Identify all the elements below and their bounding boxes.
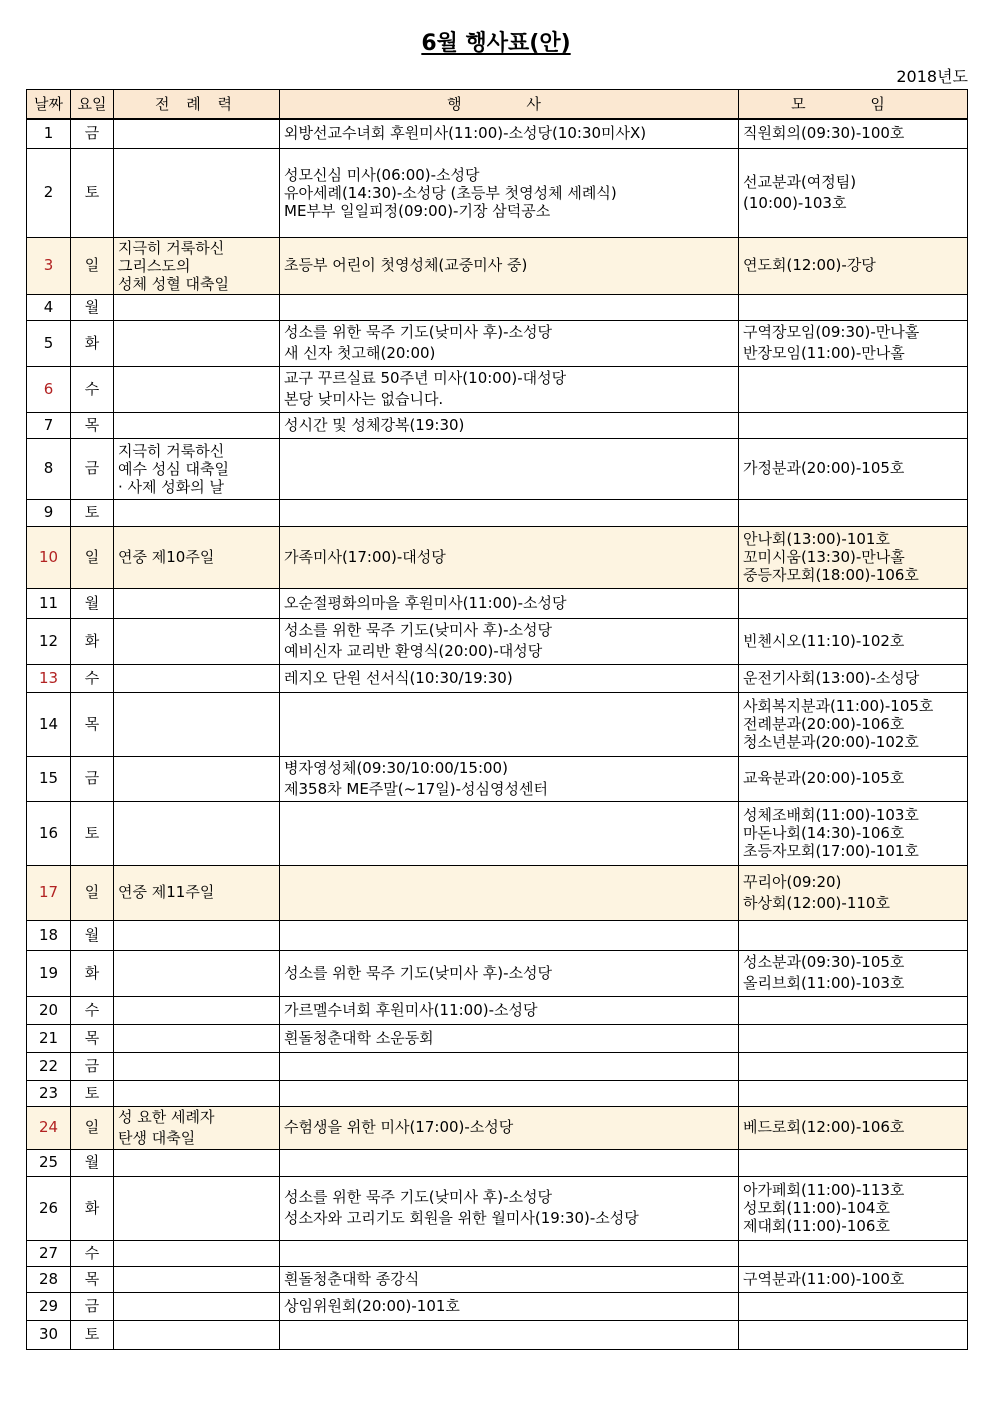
table-row (27, 1240, 968, 1266)
cell-meetings-line: 빈첸시오(11:10)-102호 (743, 631, 905, 650)
cell-meetings (739, 119, 968, 148)
cell-events-line: 성소자와 고리기도 회원을 위한 월미사(19:30)-소성당 (284, 1209, 639, 1227)
cell-meetings (739, 438, 968, 499)
cell-day: 토 (71, 801, 114, 865)
cell-meetings (739, 1266, 968, 1292)
cell-meetings (739, 618, 968, 664)
cell-events-line: 가족미사(17:00)-대성당 (284, 547, 446, 566)
cell-day: 금 (71, 1292, 114, 1320)
cell-date: 10 (27, 526, 71, 588)
cell-liturgy (114, 1266, 280, 1292)
cell-events-line: 예비신자 교리반 환영식(20:00)-대성당 (284, 642, 543, 660)
cell-day: 토 (71, 499, 114, 526)
cell-meetings (739, 1052, 968, 1080)
cell-day: 금 (71, 438, 114, 499)
cell-meetings-line: 성소분과(09:30)-105호 (743, 953, 905, 971)
cell-meetings-line: 가정분과(20:00)-105호 (743, 459, 905, 477)
table-row (27, 1149, 968, 1176)
cell-liturgy (114, 499, 280, 526)
cell-meetings (739, 664, 968, 692)
cell-date: 5 (27, 320, 71, 366)
table-row (27, 1052, 968, 1080)
cell-day: 목 (71, 692, 114, 756)
cell-liturgy (114, 618, 280, 664)
cell-events (280, 756, 739, 801)
cell-liturgy (114, 294, 280, 320)
cell-events-line: 흰돌청춘대학 소운동회 (284, 1028, 434, 1047)
cell-events-line: 흰돌청춘대학 종강식 (284, 1269, 420, 1288)
table-row (27, 1106, 968, 1149)
cell-meetings (739, 920, 968, 950)
cell-meetings-line: 제대회(11:00)-106호 (743, 1217, 890, 1235)
cell-meetings (739, 526, 968, 588)
cell-day: 화 (71, 320, 114, 366)
cell-date: 4 (27, 294, 71, 320)
cell-meetings-line: 교육분과(20:00)-105호 (743, 769, 905, 787)
cell-liturgy (114, 1052, 280, 1080)
cell-events-line: ME부부 일일피정(09:00)-기장 삼덕공소 (284, 201, 551, 220)
cell-events (280, 119, 739, 148)
cell-meetings-line: 선교분과(여정팀) (743, 172, 857, 191)
cell-meetings (739, 756, 968, 801)
cell-liturgy (114, 366, 280, 412)
table-row (27, 320, 968, 366)
cell-meetings (739, 1292, 968, 1320)
cell-date: 18 (27, 920, 71, 950)
cell-date: 28 (27, 1266, 71, 1292)
cell-date: 17 (27, 865, 71, 920)
year-label: 2018년도 (896, 67, 968, 86)
cell-day: 토 (71, 1080, 114, 1106)
cell-meetings-line: 성모회(11:00)-104호 (743, 1199, 890, 1217)
cell-meetings-line: 사회복지분과(11:00)-105호 (743, 697, 934, 715)
cell-date: 14 (27, 692, 71, 756)
table-row (27, 1320, 968, 1349)
cell-meetings-line: 전례분과(20:00)-106호 (743, 715, 905, 733)
cell-liturgy (114, 801, 280, 865)
cell-date: 20 (27, 996, 71, 1024)
cell-meetings (739, 996, 968, 1024)
cell-meetings-line: 반장모임(11:00)-만나홀 (743, 344, 905, 362)
cell-liturgy-line: 지극히 거룩하신 (118, 238, 225, 257)
cell-day: 수 (71, 664, 114, 692)
cell-liturgy (114, 1240, 280, 1266)
cell-date: 15 (27, 756, 71, 801)
cell-events (280, 865, 739, 920)
cell-events (280, 920, 739, 950)
cell-events-line: 제358차 ME주말(~17일)-성심영성센터 (284, 779, 548, 798)
cell-events-line: 오순절평화의마을 후원미사(11:00)-소성당 (284, 593, 567, 612)
header-day: 요일 (71, 90, 114, 120)
title-text: 6월 행사표(안) (421, 31, 571, 56)
table-row (27, 1266, 968, 1292)
cell-events (280, 438, 739, 499)
cell-events (280, 664, 739, 692)
cell-events (280, 294, 739, 320)
cell-date: 21 (27, 1024, 71, 1052)
cell-liturgy-line: · 사제 성화의 날 (118, 477, 225, 496)
cell-date: 30 (27, 1320, 71, 1349)
cell-meetings (739, 148, 968, 237)
table-row (27, 1292, 968, 1320)
cell-liturgy (114, 148, 280, 237)
cell-day: 토 (71, 148, 114, 237)
cell-meetings-line: 꼬미시움(13:30)-만나홀 (743, 548, 905, 566)
table-row (27, 801, 968, 865)
cell-events-line: 성시간 및 성체강복(19:30) (284, 415, 465, 434)
cell-events (280, 1024, 739, 1052)
cell-liturgy (114, 438, 280, 499)
cell-meetings (739, 499, 968, 526)
cell-meetings (739, 692, 968, 756)
cell-events (280, 1052, 739, 1080)
cell-meetings (739, 1106, 968, 1149)
cell-meetings (739, 801, 968, 865)
cell-meetings (739, 237, 968, 294)
cell-events (280, 320, 739, 366)
table-row (27, 950, 968, 996)
cell-liturgy-line: 지극히 거룩하신 (118, 441, 225, 460)
table-row (27, 1080, 968, 1106)
cell-events-line: 성소를 위한 묵주 기도(낮미사 후)-소성당 (284, 323, 553, 341)
cell-meetings-line: 청소년분과(20:00)-102호 (743, 733, 919, 751)
cell-events (280, 996, 739, 1024)
cell-events-line: 유아세례(14:30)-소성당 (초등부 첫영성체 세례식) (284, 183, 617, 202)
cell-events (280, 692, 739, 756)
table-row (27, 1024, 968, 1052)
cell-liturgy-line: 예수 성심 대축일 (118, 459, 229, 478)
table-row (27, 618, 968, 664)
cell-events (280, 618, 739, 664)
table-row (27, 438, 968, 499)
table-row (27, 920, 968, 950)
cell-day: 화 (71, 1176, 114, 1240)
cell-meetings-line: 베드로회(12:00)-106호 (743, 1118, 905, 1136)
cell-meetings-line: 안나회(13:00)-101호 (743, 530, 890, 548)
cell-meetings-line: 연도회(12:00)-강당 (743, 256, 876, 274)
cell-liturgy-line: 성체 성혈 대축일 (118, 274, 229, 293)
table-row (27, 526, 968, 588)
cell-date: 19 (27, 950, 71, 996)
cell-date: 2 (27, 148, 71, 237)
cell-meetings (739, 1320, 968, 1349)
header-events: 행 사 (280, 90, 739, 120)
cell-day: 금 (71, 119, 114, 148)
header-liturgy: 전 례 력 (114, 90, 280, 120)
table-row (27, 412, 968, 438)
cell-events (280, 1176, 739, 1240)
cell-liturgy (114, 588, 280, 618)
cell-events-line: 성소를 위한 묵주 기도(낮미사 후)-소성당 (284, 963, 553, 982)
cell-meetings-line: 직원회의(09:30)-100호 (743, 124, 905, 143)
cell-day: 월 (71, 920, 114, 950)
cell-liturgy (114, 320, 280, 366)
cell-liturgy (114, 996, 280, 1024)
cell-liturgy-line: 연중 제11주일 (118, 883, 215, 901)
cell-date: 8 (27, 438, 71, 499)
cell-liturgy (114, 1292, 280, 1320)
cell-meetings-line: 성체조배회(11:00)-103호 (743, 806, 919, 824)
cell-events (280, 148, 739, 237)
cell-meetings-line: 중등자모회(18:00)-106호 (743, 566, 919, 584)
cell-events (280, 499, 739, 526)
cell-date: 6 (27, 366, 71, 412)
cell-date: 26 (27, 1176, 71, 1240)
cell-day: 수 (71, 366, 114, 412)
cell-events-line: 성모신심 미사(06:00)-소성당 (284, 165, 480, 184)
cell-day: 목 (71, 1266, 114, 1292)
cell-meetings (739, 1176, 968, 1240)
cell-date: 27 (27, 1240, 71, 1266)
cell-liturgy (114, 237, 280, 294)
cell-date: 3 (27, 237, 71, 294)
cell-meetings (739, 950, 968, 996)
cell-day: 금 (71, 1052, 114, 1080)
cell-day: 금 (71, 756, 114, 801)
cell-meetings (739, 1240, 968, 1266)
cell-liturgy-line: 성 요한 세례자 (118, 1107, 215, 1126)
cell-events (280, 950, 739, 996)
cell-day: 수 (71, 1240, 114, 1266)
cell-events-line: 초등부 어린이 첫영성체(교중미사 중) (284, 256, 528, 274)
cell-date: 29 (27, 1292, 71, 1320)
cell-liturgy (114, 692, 280, 756)
cell-day: 일 (71, 237, 114, 294)
cell-liturgy (114, 865, 280, 920)
cell-meetings-line: 아가페회(11:00)-113호 (743, 1181, 905, 1199)
table-row (27, 237, 968, 294)
schedule-table (26, 89, 968, 1350)
cell-day: 일 (71, 526, 114, 588)
cell-events-line: 교구 꾸르실료 50주년 미사(10:00)-대성당 (284, 369, 567, 387)
cell-day: 수 (71, 996, 114, 1024)
cell-day: 월 (71, 1149, 114, 1176)
cell-liturgy (114, 1080, 280, 1106)
cell-liturgy-line: 그리스도의 (118, 256, 191, 275)
cell-meetings (739, 1024, 968, 1052)
cell-day: 화 (71, 950, 114, 996)
cell-events (280, 412, 739, 438)
cell-events (280, 1106, 739, 1149)
table-row (27, 588, 968, 618)
cell-meetings (739, 865, 968, 920)
cell-events (280, 1266, 739, 1292)
cell-day: 일 (71, 1106, 114, 1149)
cell-liturgy (114, 920, 280, 950)
cell-liturgy (114, 412, 280, 438)
cell-day: 월 (71, 588, 114, 618)
cell-day: 월 (71, 294, 114, 320)
cell-events (280, 801, 739, 865)
cell-meetings-line: 운전기사회(13:00)-소성당 (743, 668, 920, 687)
cell-day: 목 (71, 1024, 114, 1052)
cell-meetings (739, 588, 968, 618)
cell-date: 12 (27, 618, 71, 664)
cell-meetings (739, 1149, 968, 1176)
cell-events (280, 588, 739, 618)
table-row (27, 148, 968, 237)
cell-meetings-line: 초등자모회(17:00)-101호 (743, 842, 919, 860)
cell-liturgy (114, 1320, 280, 1349)
header-meetings: 모 임 (739, 90, 968, 120)
table-row (27, 996, 968, 1024)
cell-events-line: 외방선교수녀회 후원미사(11:00)-소성당(10:30미사X) (284, 124, 647, 143)
cell-date: 7 (27, 412, 71, 438)
table-row (27, 664, 968, 692)
header-date: 날짜 (27, 90, 71, 120)
table-row (27, 1176, 968, 1240)
cell-events-line: 레지오 단원 선서식(10:30/19:30) (284, 668, 513, 687)
cell-day: 일 (71, 865, 114, 920)
cell-meetings-line: 구역장모임(09:30)-만나홀 (743, 323, 920, 341)
cell-date: 23 (27, 1080, 71, 1106)
cell-events (280, 1240, 739, 1266)
table-row (27, 294, 968, 320)
cell-day: 목 (71, 412, 114, 438)
cell-events (280, 237, 739, 294)
cell-events-line: 본당 낮미사는 없습니다. (284, 390, 444, 408)
cell-liturgy (114, 1024, 280, 1052)
document-title (0, 26, 992, 57)
cell-liturgy (114, 119, 280, 148)
cell-events-line: 성소를 위한 묵주 기도(낮미사 후)-소성당 (284, 1188, 553, 1206)
cell-events (280, 526, 739, 588)
table-row (27, 366, 968, 412)
cell-events-line: 새 신자 첫고해(20:00) (284, 344, 436, 362)
cell-day: 토 (71, 1320, 114, 1349)
cell-events (280, 1149, 739, 1176)
cell-events (280, 1080, 739, 1106)
cell-date: 13 (27, 664, 71, 692)
table-row (27, 865, 968, 920)
cell-meetings (739, 294, 968, 320)
cell-meetings (739, 366, 968, 412)
cell-liturgy-line: 연중 제10주일 (118, 547, 215, 566)
cell-events-line: 병자영성체(09:30/10:00/15:00) (284, 758, 508, 777)
cell-liturgy (114, 950, 280, 996)
cell-events (280, 366, 739, 412)
cell-day: 화 (71, 618, 114, 664)
table-row (27, 119, 968, 148)
cell-liturgy (114, 664, 280, 692)
cell-meetings (739, 1080, 968, 1106)
cell-meetings (739, 320, 968, 366)
cell-date: 25 (27, 1149, 71, 1176)
table-row (27, 499, 968, 526)
cell-liturgy (114, 1176, 280, 1240)
cell-events (280, 1292, 739, 1320)
cell-meetings-line: 올리브회(11:00)-103호 (743, 974, 905, 992)
cell-date: 9 (27, 499, 71, 526)
schedule-body (27, 119, 968, 1349)
cell-date: 24 (27, 1106, 71, 1149)
cell-liturgy (114, 1106, 280, 1149)
cell-events-line: 상임위원회(20:00)-101호 (284, 1296, 460, 1315)
cell-date: 11 (27, 588, 71, 618)
cell-meetings-line: (10:00)-103호 (743, 193, 847, 212)
cell-liturgy (114, 526, 280, 588)
cell-meetings-line: 마돈나회(14:30)-106호 (743, 824, 905, 842)
cell-date: 16 (27, 801, 71, 865)
cell-liturgy-line: 탄생 대축일 (118, 1128, 196, 1147)
table-row (27, 756, 968, 801)
cell-events-line: 성소를 위한 묵주 기도(낮미사 후)-소성당 (284, 621, 553, 639)
table-row (27, 692, 968, 756)
cell-date: 22 (27, 1052, 71, 1080)
cell-events-line: 수험생을 위한 미사(17:00)-소성당 (284, 1118, 514, 1136)
cell-meetings-line: 하상회(12:00)-110호 (743, 893, 890, 912)
cell-meetings-line: 구역분과(11:00)-100호 (743, 1269, 905, 1288)
cell-liturgy (114, 756, 280, 801)
cell-liturgy (114, 1149, 280, 1176)
header-row (27, 90, 968, 120)
cell-meetings-line: 꾸리아(09:20) (743, 872, 842, 891)
cell-events (280, 1320, 739, 1349)
cell-date: 1 (27, 119, 71, 148)
cell-meetings (739, 412, 968, 438)
cell-events-line: 가르멜수녀회 후원미사(11:00)-소성당 (284, 1000, 538, 1019)
